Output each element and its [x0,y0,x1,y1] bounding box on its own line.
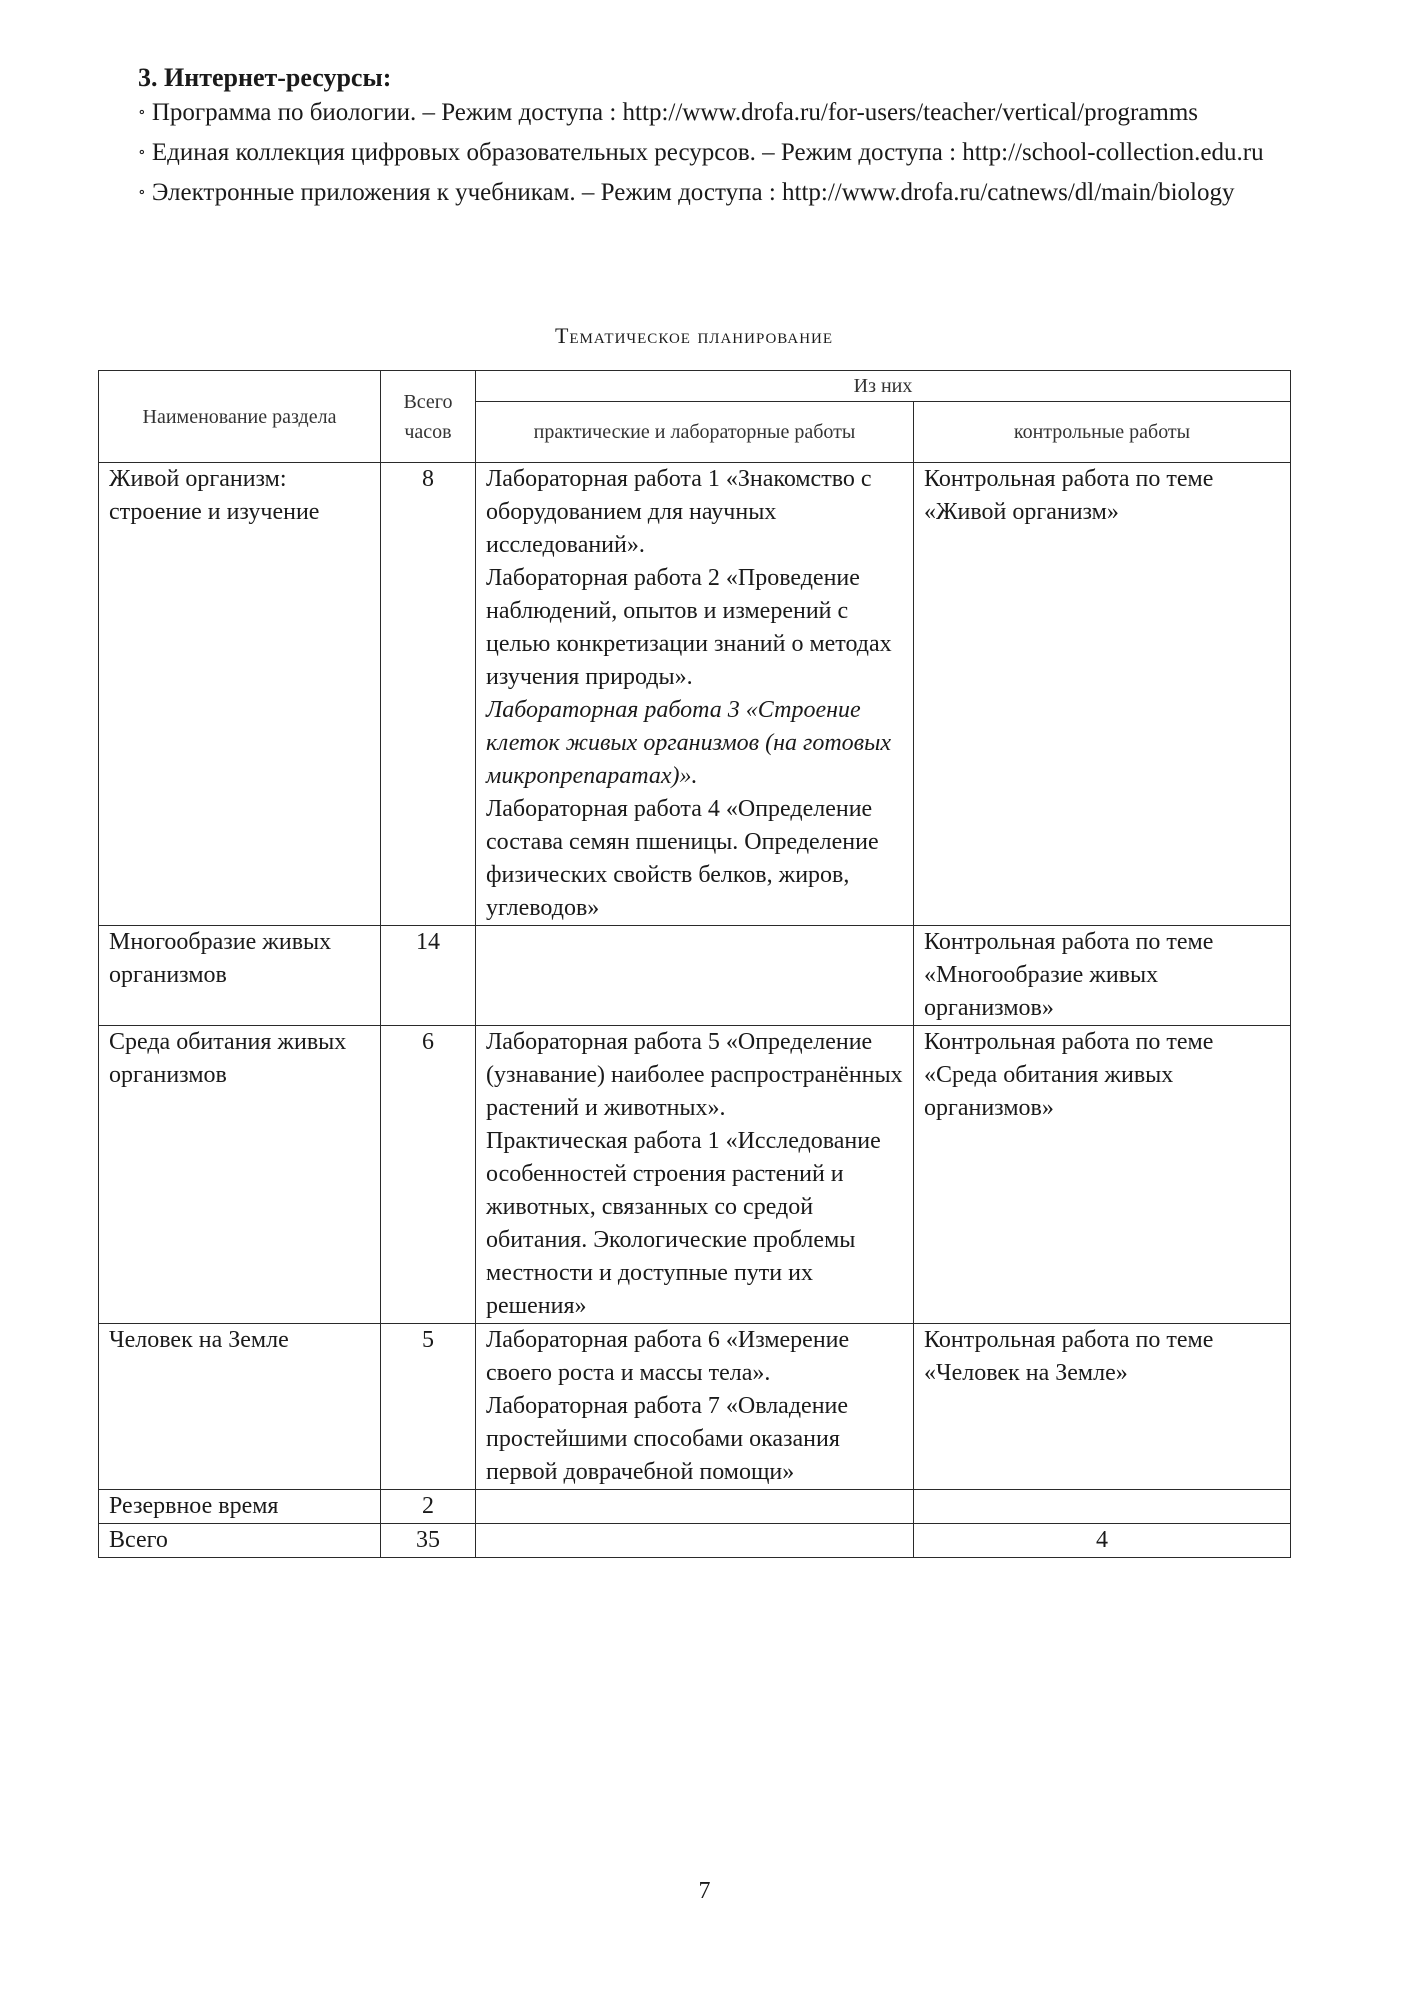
works-cell [476,926,914,1026]
control-cell: 4 [914,1524,1291,1558]
practical-work: Практическая работа 1 «Исследование особенностей строения растений и животных, связанных со средой обитания. Экологические проблемы местности и доступные пути их решения» [486,1128,881,1319]
table-row [99,463,1291,926]
works-cell [476,1026,914,1324]
internet-resources [98,60,1290,215]
control-cell [914,1490,1291,1524]
hours-cell: 14 [381,926,476,1026]
control-cell: Контрольная работа по теме «Человек на Земле» [914,1324,1291,1490]
hours-cell: 6 [381,1026,476,1324]
section-cell: Живой организм: строение и изучение [99,463,381,926]
header-practical: практические и лабораторные работы [476,402,914,463]
works-cell [476,1324,914,1490]
resource-item: ∘ Электронные приложения к учебникам. – Режим доступа : http://www.drofa.ru/catnews/dl/main/biology [138,179,1235,206]
header-hours: Всего часов [381,371,476,463]
table-title: Тематическое планирование [554,323,834,348]
section-cell: Многообразие живых организмов [99,926,381,1026]
thematic-plan-table [98,370,1291,1558]
lab-work: Лабораторная работа 3 «Строение клеток живых организмов (на готовых микропрепаратах)». [486,697,891,789]
table-row [99,1026,1291,1324]
header-section: Наименование раздела [99,371,381,463]
section-cell: Всего [99,1524,381,1558]
header-of-them: Из них [476,371,1291,402]
resource-item: ∘ Программа по биологии. – Режим доступа : http://www.drofa.ru/for-users/teacher/vertical/programms [138,99,1198,126]
header-control: контрольные работы [914,402,1291,463]
bullet-icon: ∘ [138,144,146,161]
resources-heading: 3. Интернет-ресурсы: [138,63,392,92]
hours-cell: 35 [381,1524,476,1558]
lab-work: Лабораторная работа 2 «Проведение наблюдений, опытов и измерений с целью конкретизации знаний о методах изучения природы». [486,565,892,690]
section-cell: Резервное время [99,1490,381,1524]
control-cell: Контрольная работа по теме «Многообразие живых организмов» [914,926,1291,1026]
lab-work: Лабораторная работа 4 «Определение состава семян пшеницы. Определение физических свойств белков, жиров, углеводов» [486,796,879,921]
hours-cell: 8 [381,463,476,926]
control-cell: Контрольная работа по теме «Среда обитания живых организмов» [914,1026,1291,1324]
lab-work: Лабораторная работа 5 «Определение (узнавание) наиболее распространённых растений и животных». [486,1029,903,1121]
section-cell: Человек на Земле [99,1324,381,1490]
table-row [99,926,1291,1026]
lab-work: Лабораторная работа 7 «Овладение простейшими способами оказания первой доврачебной помощи» [486,1393,849,1485]
table-row-total [99,1524,1291,1558]
works-cell [476,463,914,926]
lab-work: Лабораторная работа 1 «Знакомство с оборудованием для научных исследований». [486,466,872,558]
works-cell [476,1524,914,1558]
hours-cell: 2 [381,1490,476,1524]
lab-work: Лабораторная работа 6 «Измерение своего роста и массы тела». [486,1327,850,1386]
works-cell [476,1490,914,1524]
table-row [99,1490,1291,1524]
hours-cell: 5 [381,1324,476,1490]
bullet-icon: ∘ [138,104,146,121]
section-cell: Среда обитания живых организмов [99,1026,381,1324]
page-number: 7 [698,1878,711,1904]
resource-item: ∘ Единая коллекция цифровых образовательных ресурсов. – Режим доступа : http://school-collection.edu.ru [138,139,1264,166]
control-cell: Контрольная работа по теме «Живой организм» [914,463,1291,926]
table-row [99,1324,1291,1490]
bullet-icon: ∘ [138,184,146,201]
